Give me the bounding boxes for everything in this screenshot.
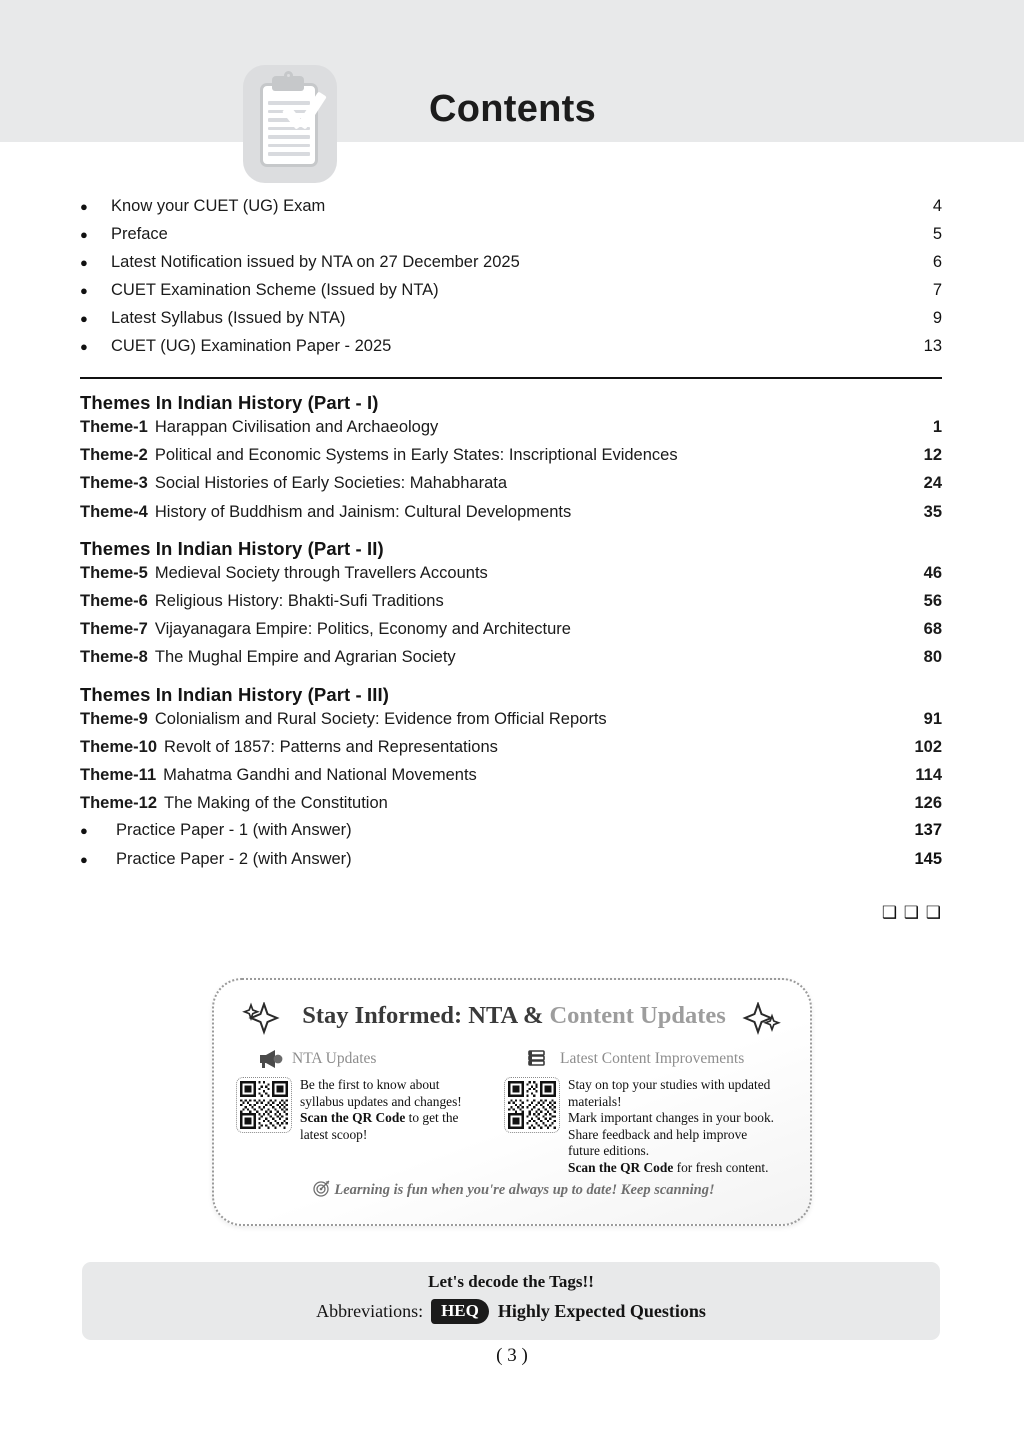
theme-row[interactable] [80,592,942,620]
content-improvements-text [560,1077,804,1177]
entry-page: 145 [914,850,942,869]
sparkle-icon [742,1002,782,1036]
megaphone-icon [258,1048,284,1070]
theme-number: Theme-11 [80,765,157,784]
entry-label: CUET (UG) Examination Paper - 2025 [111,337,392,355]
theme-page: 56 [923,591,942,610]
entry-label: Practice Paper - 1 (with Answer) [116,821,352,840]
theme-page: 24 [923,474,942,493]
abbreviations-label: Abbreviations: [316,1300,424,1321]
page-folio: ( 3 ) [496,1345,528,1366]
decode-tags-panel [82,1262,940,1340]
bullet-icon: ● [80,852,88,868]
theme-page: 12 [923,446,942,465]
qr-code-icon[interactable] [504,1077,560,1133]
bullet-icon: ● [80,311,88,326]
books-icon [526,1048,552,1070]
theme-row[interactable] [80,648,942,676]
theme-label: Religious History: Bhakti-Sufi Traditions [154,591,444,610]
bullet-icon: ● [80,283,88,298]
theme-number: Theme-3 [80,474,148,493]
entry-label: Practice Paper - 2 (with Answer) [116,850,352,869]
toc-divider [80,377,942,379]
nta-updates-text [292,1077,508,1143]
theme-row[interactable] [80,794,942,822]
target-icon [313,1179,331,1202]
nta-line-2: syllabus updates and changes! [300,1093,462,1109]
promo-title-dark: Stay Informed: NTA & [302,1002,544,1029]
entry-page: 7 [932,281,942,299]
content-line-3: Mark important changes in your book. [568,1110,775,1126]
theme-number: Theme-4 [80,502,148,521]
list-item[interactable] [80,822,942,851]
bullet-icon: ● [80,227,88,242]
theme-label: Social Histories of Early Societies: Mahabharata [154,474,508,493]
list-item[interactable] [80,254,942,282]
abbreviation-expansion: Highly Expected Questions [497,1300,706,1321]
entry-page: 9 [932,309,942,327]
entry-label: Latest Syllabus (Issued by NTA) [111,309,346,327]
entry-label: Know your CUET (UG) Exam [111,197,326,215]
theme-row[interactable] [80,710,942,738]
stay-informed-panel [212,978,812,1226]
abbreviation-row [82,1299,940,1324]
content-line-1: Stay on top your studies with updated [568,1077,771,1092]
content-line-5: future editions. [568,1143,650,1159]
theme-number: Theme-6 [80,591,148,610]
bullet-icon: ● [80,199,88,214]
nta-updates-heading: NTA Updates [292,1050,377,1067]
theme-label: Vijayanagara Empire: Politics, Economy and Architecture [154,620,571,639]
content-line-2: materials! [568,1093,622,1109]
front-matter-list [80,198,942,366]
theme-label: The Mughal Empire and Agrarian Society [154,648,456,667]
table-of-contents [80,198,942,880]
theme-label: Medieval Society through Travellers Accounts [154,563,488,582]
nta-line-3-rest: to get the [405,1110,459,1126]
theme-label: Harappan Civilisation and Archaeology [154,418,439,436]
theme-number: Theme-7 [80,620,148,639]
bullet-icon: ● [80,339,88,354]
theme-number: Theme-10 [80,737,158,756]
promo-title [214,1002,814,1030]
theme-label: Colonialism and Rural Society: Evidence from Official Reports [154,709,607,728]
content-improvements-heading: Latest Content Improvements [560,1050,745,1067]
promo-footer [214,1179,814,1202]
theme-page: 68 [923,620,942,639]
list-item[interactable] [80,851,942,880]
theme-number: Theme-12 [80,794,158,813]
theme-row[interactable] [80,564,942,592]
theme-label: Political and Economic Systems in Early States: Inscriptional Evidences [154,446,678,465]
theme-page: 46 [923,563,942,582]
nta-line-4: latest scoop! [300,1126,368,1142]
clipboard-check-icon [243,65,337,183]
section-heading-part-1: Themes In Indian History (Part - I) [80,392,379,413]
entry-page: 4 [932,197,942,215]
page-title: Contents [428,88,597,130]
theme-number: Theme-5 [80,563,148,582]
content-line-6-bold: Scan the QR Code [568,1160,674,1176]
nta-line-1: Be the first to know about [300,1077,440,1092]
list-item[interactable] [80,198,942,226]
entry-page: 137 [914,821,942,840]
entry-page: 13 [923,337,942,355]
promo-footer-text: Learning is fun when you're always up to date! Keep scanning! [334,1182,715,1198]
content-line-4: Share feedback and help improve [568,1126,748,1142]
list-item[interactable] [80,282,942,310]
theme-row[interactable] [80,418,942,446]
section-heading-part-2: Themes In Indian History (Part - II) [80,537,384,559]
decode-tags-title: Let's decode the Tags!! [428,1272,594,1291]
theme-page: 35 [923,502,942,521]
entry-label: Preface [111,225,168,243]
theme-number: Theme-8 [80,648,148,667]
theme-page: 1 [932,418,942,436]
theme-page: 114 [915,765,942,784]
theme-row[interactable] [80,474,942,502]
theme-label: The Making of the Constitution [164,794,388,813]
theme-row[interactable] [80,766,942,794]
theme-row[interactable] [80,503,942,531]
theme-page: 102 [914,737,942,756]
list-item[interactable] [80,226,942,254]
theme-number: Theme-1 [80,418,148,436]
theme-label: Mahatma Gandhi and National Movements [163,765,477,784]
entry-page: 6 [932,253,942,271]
end-of-contents-marks: ❑ ❑ ❑ [881,903,942,922]
bullet-icon: ● [80,255,88,270]
promo-title-grey: Content Updates [549,1002,726,1029]
entry-label: Latest Notification issued by NTA on 27 December 2025 [111,253,520,271]
list-item[interactable] [80,338,942,366]
theme-page: 126 [914,794,942,813]
theme-page: 91 [923,709,942,728]
content-improvements-column [504,1046,804,1177]
qr-code-icon[interactable] [236,1077,292,1133]
status-badge: HEQ [431,1299,489,1324]
theme-row[interactable] [80,620,942,648]
content-line-6-rest: for fresh content. [673,1160,769,1176]
nta-line-3-bold: Scan the QR Code [300,1110,406,1126]
theme-label: History of Buddhism and Jainism: Cultural Developments [154,502,572,521]
theme-label: Revolt of 1857: Patterns and Representations [164,737,498,756]
nta-updates-column [236,1046,508,1143]
list-item[interactable] [80,310,942,338]
theme-row[interactable] [80,446,942,474]
section-heading-part-3: Themes In Indian History (Part - III) [80,683,389,705]
bullet-icon: ● [80,823,88,839]
theme-number: Theme-2 [80,446,148,465]
theme-page: 80 [923,648,942,667]
theme-number: Theme-9 [80,709,148,728]
entry-page: 5 [932,225,942,243]
theme-row[interactable] [80,738,942,766]
entry-label: CUET Examination Scheme (Issued by NTA) [111,281,439,299]
